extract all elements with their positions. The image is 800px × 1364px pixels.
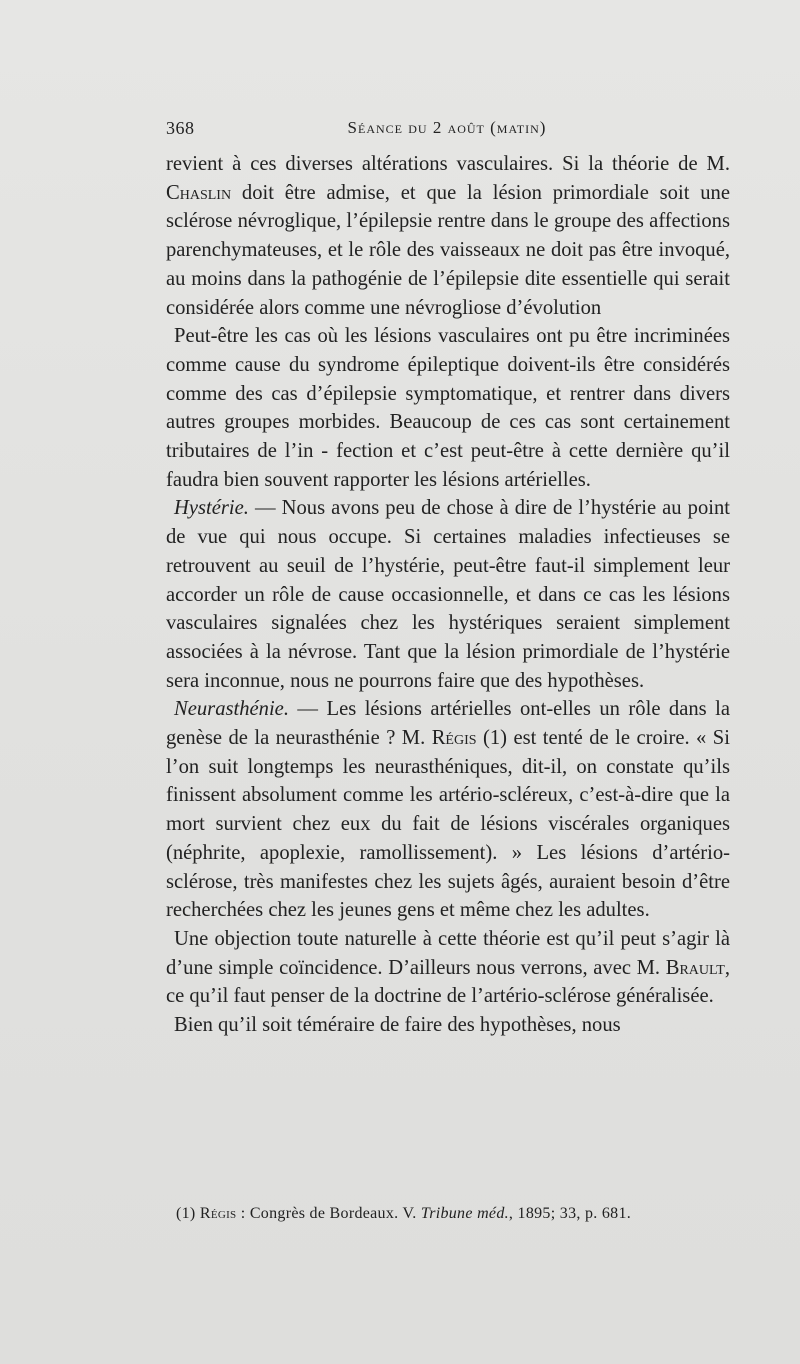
author-name: Brault: [665, 956, 725, 979]
paragraph-hypotheses: Bien qu’il soit téméraire de faire des hypothèses, nous: [174, 1014, 621, 1037]
paragraph-neurasthenia: Neurasthénie. — Les lésions artérielles ont-elles un rôle dans la genèse de la neurasthénie ? M. Régis (1) est tenté de le croire. « Si l’on suit longtemps les neurasthéniques, dit-il, on constate qu’ils finissent absolument comme les artério-scléreux, c’est-à-dire que la mort survient chez eux du fait de lésions viscérales organiques (néphrite, apoplexie, ramollissement). » Les lésions d’artério-sclérose, très manifestes chez les sujets âgés, auraient besoin d’être recherchées chez les jeunes gens et même chez les adultes.: [166, 698, 730, 922]
footnote-author: Régis: [199, 1205, 237, 1222]
page-header: [166, 118, 728, 146]
section-title-hysteria: Hystérie.: [174, 497, 249, 520]
paragraph-vascular-theory: revient à ces diverses altérations vasculaires. Si la théorie de M. Chaslin doit être admise, et que la lésion primordiale soit une sclérose névroglique, l’épilepsie rentre dans le groupe des affections parenchymateuses, et le rôle des vaisseaux ne doit pas être invoqué, au moins dans la pathogénie de l’épilepsie dite essentielle qui serait considérée alors comme une névrogliose d’évolution: [166, 153, 730, 319]
author-name: Chaslin: [166, 181, 232, 204]
section-title-neurasthenia: Neurasthénie.: [174, 698, 289, 721]
body-text: [166, 150, 730, 1040]
paragraph-objection: Une objection toute naturelle à cette théorie est qu’il peut s’agir là d’une simple coïncidence. D’ailleurs nous verrons, avec M. Brault, ce qu’il faut penser de la doctrine de l’artério-sclérose généralisée.: [166, 927, 730, 1008]
footnote: (1) Régis : Congrès de Bordeaux. V. Tribune méd., 1895; 33, p. 681.: [176, 1205, 632, 1222]
page-number: 368: [166, 118, 195, 138]
paragraph-symptomatic-epilepsy: Peut-être les cas où les lésions vasculaires ont pu être incriminées comme cause du syndrome épileptique doivent-ils être considérés comme des cas d’épilepsie symptomatique, et rentrer dans divers autres groupes morbides. Beaucoup de ces cas sont certainement tributaires de l’in - fection et c’est peut-être à cette dernière qu’il faudra bien souvent rapporter les lésions artérielles.: [166, 325, 730, 491]
paragraph-hysteria: Hystérie. — Nous avons peu de chose à dire de l’hystérie au point de vue qui nous occupe. Si certaines maladies infectieuses se retrouvent au seuil de l’hystérie, peut-être faut-il simplement leur accorder un rôle de cause occasionnelle, et dans ce cas les lésions vasculaires signalées chez les hystériques seraient simplement associées à la névrose. Tant que la lésion primordiale de l’hystérie sera inconnue, nous ne pourrons faire que des hypothèses.: [166, 497, 730, 692]
author-name: Régis: [431, 727, 477, 750]
running-title: Séance du 2 août (matin): [347, 118, 547, 137]
footnote-journal: Tribune méd.: [420, 1205, 509, 1222]
